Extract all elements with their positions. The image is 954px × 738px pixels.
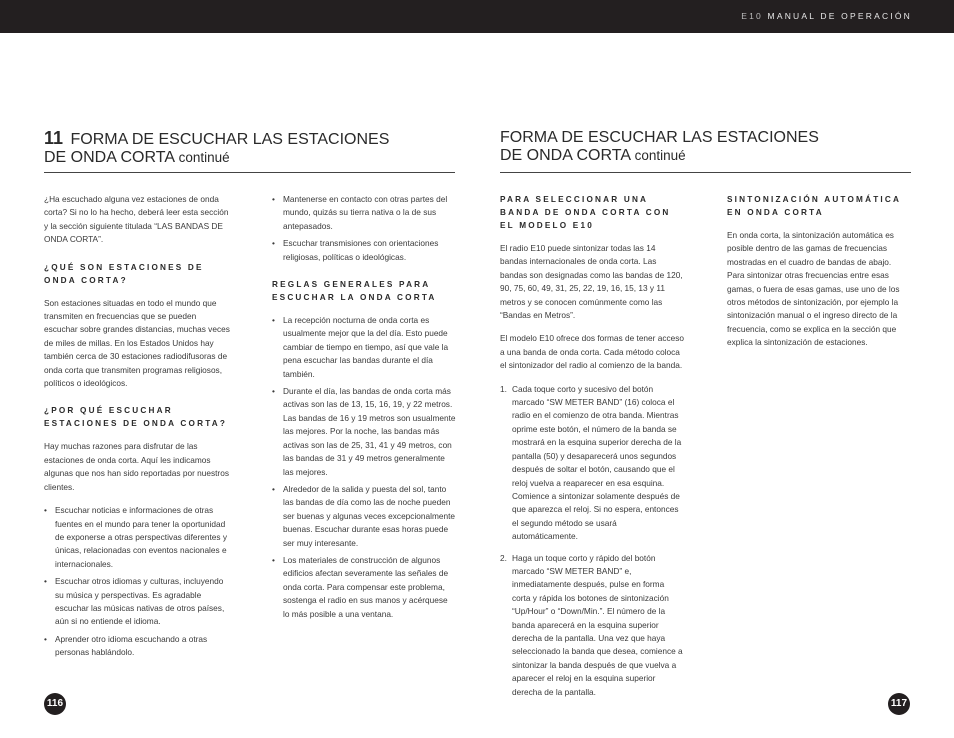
left-title-rule bbox=[44, 172, 455, 173]
list-item: • Escuchar otros idiomas y culturas, incluyendo su música y perspectivas. Es agradable escuchar las músicas nativas de otros países, aún si no entiende el idioma. bbox=[44, 575, 230, 629]
list-item: • Los materiales de construcción de algunos edificios afectan severamente las señales de onda corta. Para compensar este problema, sostenga el radio en sus manos y acérquese lo más posible a una ventana. bbox=[272, 554, 456, 621]
reasons-list-continued bbox=[272, 193, 456, 264]
right-title-line2: DE ONDA CORTA bbox=[500, 147, 631, 164]
list-item: • La recepción nocturna de onda corta es usualmente mejor que la del día. Esto puede cambiar de tiempo en tiempo, así que vale la pena escuchar las bandas durante el día también. bbox=[272, 314, 456, 381]
why-paragraph: Hay muchas razones para disfrutar de las estaciones de onda corta. Aquí les indicamos algunas que nos han sido reportadas por nuestros clientes. bbox=[44, 441, 229, 492]
select-band-paragraph-2: El modelo E10 ofrece dos formas de tener acceso a una banda de onda corta. Cada método coloca el sintonizador del radio al comienzo de la banda. bbox=[500, 333, 685, 371]
section-heading-rules: REGLAS GENERALES PARA ESCUCHAR LA ONDA CORTA bbox=[272, 280, 437, 303]
left-title-line2: DE ONDA CORTA bbox=[44, 149, 175, 166]
left-page-title bbox=[44, 129, 389, 167]
running-header bbox=[741, 11, 912, 21]
header-model: E10 bbox=[741, 11, 763, 21]
section-heading-auto-tuning: SINTONIZACIÓN AUTOMÁTICA EN ONDA CORTA bbox=[727, 195, 901, 217]
section-heading-select-band: PARA SELECCIONAR UNA BANDA DE ONDA CORTA CON EL MODELO E10 bbox=[500, 195, 671, 230]
right-title-line1: FORMA DE ESCUCHAR LAS ESTACIONES bbox=[500, 129, 819, 146]
list-item: • Escuchar noticias e informaciones de otras fuentes en el mundo para tener la oportunidad de exponerse a otras perspectivas diferentes y únicas, relacionadas con eventos nacionales e internacionales. bbox=[44, 504, 230, 571]
list-item: • Alrededor de la salida y puesta del sol, tanto las bandas de día como las de noche pueden ser buenas y algunas veces excepcionalmente buenas. Escuchar durante esas horas puede ser muy interesante. bbox=[272, 483, 456, 550]
section-heading-what: ¿QUÉ SON ESTACIONES DE ONDA CORTA? bbox=[44, 262, 204, 285]
list-item bbox=[500, 383, 684, 544]
chapter-number: 11 bbox=[44, 128, 64, 148]
auto-tuning-paragraph: En onda corta, la sintonización automática es posible dentro de las gamas de frecuencias mostradas en el cuadro de bandas de abajo. Para sintonizar otras frecuencias entre esas gamas, o fuera de esas gamas, use uno de los otros métodos de sintonización, por ejemplo la sintonización manual o el ingreso directo de la frecuencia, como se explica en la sección que explica la sintonización de estaciones. bbox=[727, 230, 900, 348]
left-title-cont: continué bbox=[178, 150, 230, 165]
header-bar bbox=[0, 0, 954, 33]
list-item: • Durante el día, las bandas de onda corta más activas son las de 13, 15, 16, 19, y 22 metros. Las bandas de 16 y 19 metros son usualmente las mejores. Por la noche, las bandas más activas son las de 25, 31, 41 y 49 metros, con las bandas de 31 y 49 metros generalmente las mejores. bbox=[272, 385, 456, 479]
what-paragraph: Son estaciones situadas en todo el mundo que transmiten en frecuencias que se pueden escuchar sobre grandes distancias, muchas veces de miles de millas. En los Estados Unidos hay también cerca de 30 estaciones radiodifusoras de onda corta que transmiten programas religiosos, políticos o ideológicos. bbox=[44, 297, 230, 389]
steps-list bbox=[500, 383, 684, 699]
step-text: Cada toque corto y sucesivo del botón marcado “SW METER BAND” (16) coloca el radio en el comienzo de otra banda. Mientras oprime este botón, el número de la banda se mostrará en la esquina superior derecha de la pantalla (50) y desaparecerá unos segundos después de soltar el botón, causando que el reloj vuelva a reaparecer en esa esquina. Comience a sintonizar solamente después de que aparezca el reloj. Si no espera, entonces el segundo método se usará automáticamente. bbox=[512, 383, 682, 542]
section-heading-why: ¿POR QUÉ ESCUCHAR ESTACIONES DE ONDA CORTA? bbox=[44, 406, 228, 429]
step-number: 1. bbox=[500, 383, 507, 394]
right-page-title bbox=[500, 129, 819, 165]
list-item bbox=[500, 552, 684, 699]
rules-list bbox=[272, 314, 456, 621]
left-column-2 bbox=[272, 193, 456, 629]
right-column-1 bbox=[500, 193, 684, 707]
list-item: • Aprender otro idioma escuchando a otras personas hablándolo. bbox=[44, 633, 230, 660]
right-column-2 bbox=[727, 193, 911, 360]
left-title-line1: FORMA DE ESCUCHAR LAS ESTACIONES bbox=[70, 131, 390, 148]
page-number-left: 116 bbox=[44, 693, 66, 715]
page-number-right: 117 bbox=[888, 693, 910, 715]
intro-paragraph: ¿Ha escuchado alguna vez estaciones de onda corta? Si no lo ha hecho, deberá leer esta sección y la sección siguiente titulada “LAS BANDAS DE ONDA CORTA”. bbox=[44, 194, 229, 245]
select-band-paragraph-1: El radio E10 puede sintonizar todas las 14 bandas internacionales de onda corta. Las bandas son designadas como las bandas de 120, 90, 75, 60, 49, 31, 25, 22, 19, 16, 15, 13 y 11 metros y se conocen comúnmente como las “Bandas en Metros”. bbox=[500, 243, 683, 321]
list-item: • Escuchar transmisiones con orientaciones religiosas, políticas o ideológicas. bbox=[272, 237, 456, 264]
reasons-list bbox=[44, 504, 230, 659]
right-title-rule bbox=[500, 172, 911, 173]
step-number: 2. bbox=[500, 552, 507, 563]
left-column-1 bbox=[44, 193, 230, 668]
step-text: Haga un toque corto y rápido del botón marcado “SW METER BAND” e, inmediatamente después, pulse en forma corta y rápida los botones de sintonización “Up/Hour” o “Down/Min.”. El número de la banda aparecerá en la esquina superior derecha de la pantalla. Una vez que haya seleccionado la banda que desea, comience a sintonizar la banda después de que vuelva a aparecer el reloj en la esquina superior derecha de la pantalla. bbox=[512, 552, 683, 697]
right-title-cont: continué bbox=[634, 148, 686, 163]
header-title: MANUAL DE OPERACIÓN bbox=[767, 11, 912, 21]
list-item: • Mantenerse en contacto con otras partes del mundo, quizás su tierra nativa o la de sus antepasados. bbox=[272, 193, 456, 233]
